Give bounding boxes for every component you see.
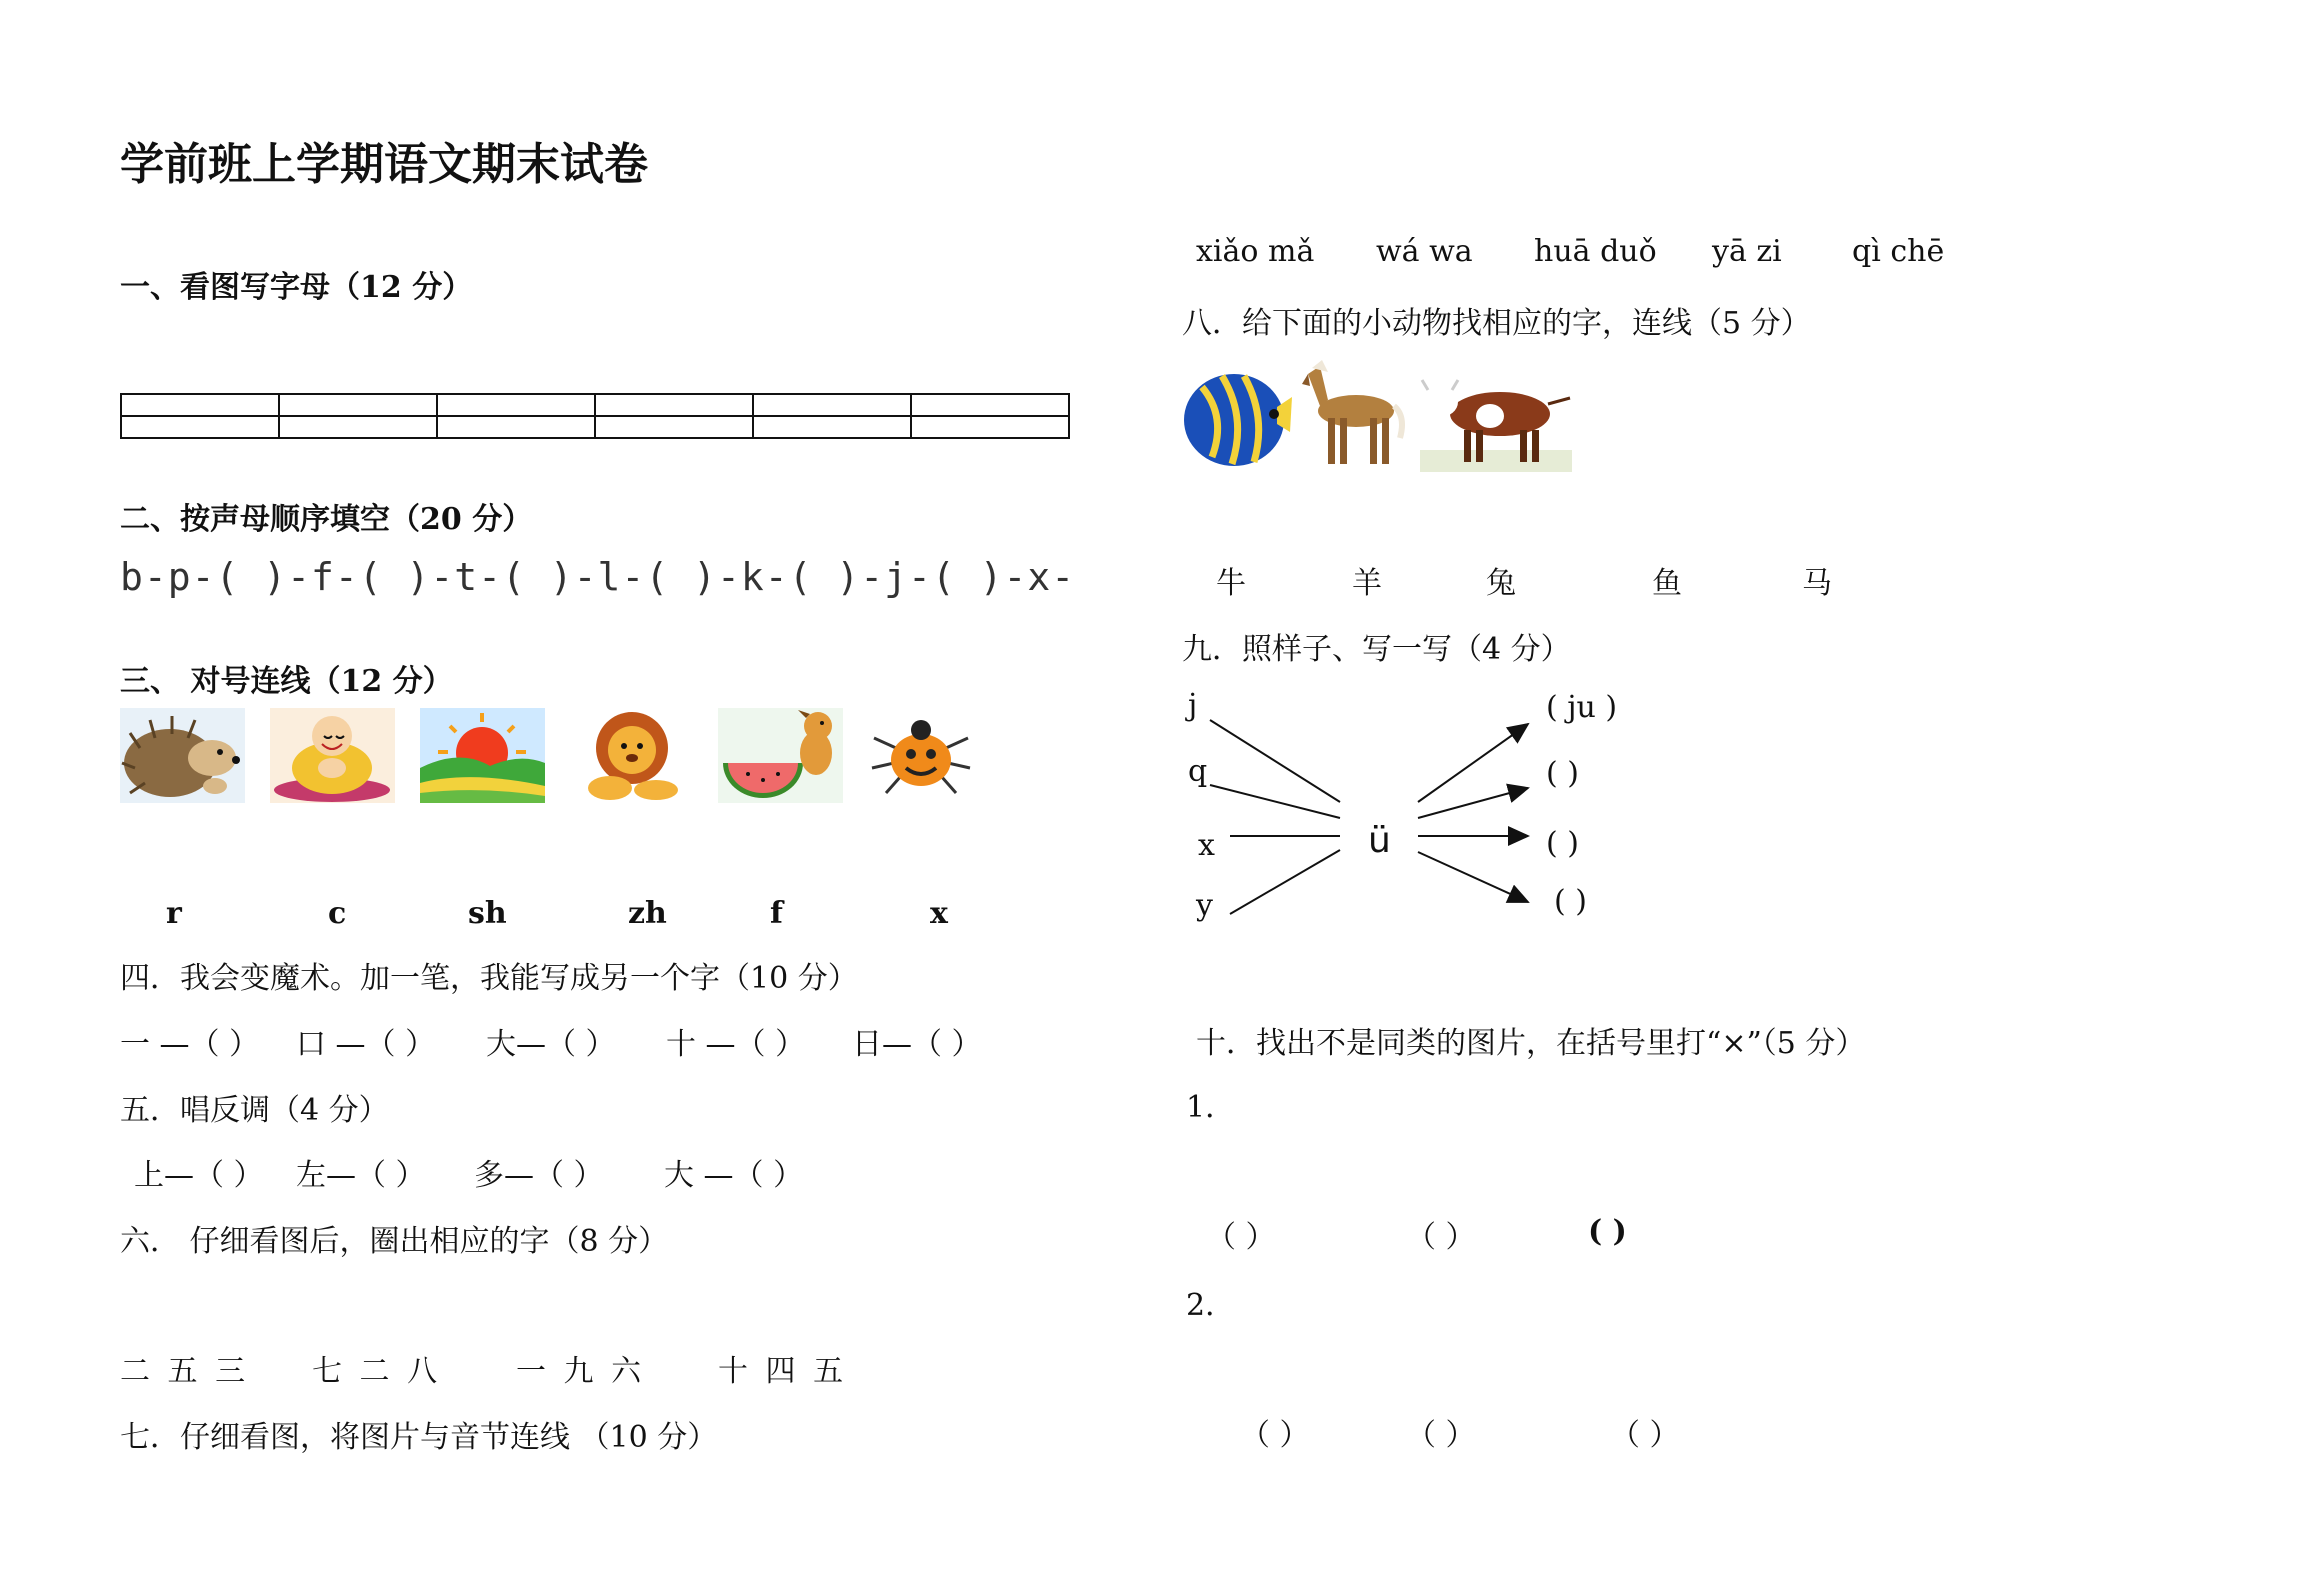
pinyin-qi-che: qì chē xyxy=(1852,234,1945,269)
initial-q: q xyxy=(1188,754,1208,789)
hedgehog-image xyxy=(120,708,245,803)
opposite-item-1: 上—（ ） xyxy=(134,1158,264,1193)
q2-blank-3: （ ） xyxy=(1610,1418,1680,1453)
section-7-heading: 七．仔细看图，将图片与音节连线 （10 分） xyxy=(120,1420,718,1455)
page-title: 学前班上学期语文期末试卷 xyxy=(120,139,648,190)
q1-blank-2: （ ） xyxy=(1406,1220,1476,1255)
section-2-heading: 二、按声母顺序填空（20 分） xyxy=(120,502,533,537)
ladybug-image xyxy=(866,708,976,803)
opposite-item-4: 大 —（ ） xyxy=(664,1158,804,1193)
section-5-heading: 五．唱反调（4 分） xyxy=(120,1093,389,1128)
answer-ju: ( ju ) xyxy=(1546,690,1618,725)
circle-group-3: 一 九 六 xyxy=(516,1354,642,1389)
buddha-image xyxy=(270,708,395,803)
pinyin-wa-wa: wá wa xyxy=(1376,234,1473,269)
q2-blank-2: （ ） xyxy=(1406,1418,1476,1453)
section-6-heading: 六． 仔细看图后，圈出相应的字（8 分） xyxy=(120,1224,669,1259)
initial-j: j xyxy=(1188,688,1198,723)
question-2-label: 2． xyxy=(1186,1288,1236,1323)
answer-blank-y: ( ) xyxy=(1554,884,1587,919)
sunrise-image xyxy=(420,708,545,803)
animal-char-tu: 兔 xyxy=(1486,566,1516,601)
pinyin-ya-zi: yā zi xyxy=(1712,234,1782,269)
dog-watermelon-image xyxy=(718,708,843,803)
magic-item-2: 口 —（ ） xyxy=(296,1027,436,1062)
q1-blank-3: ( ) xyxy=(1588,1214,1627,1249)
section-1-heading: 一、看图写字母（12 分） xyxy=(120,270,473,305)
section-9-heading: 九．照样子、写一写（4 分） xyxy=(1182,632,1571,667)
answer-blank-q: ( ) xyxy=(1546,756,1579,791)
fish-image xyxy=(1182,362,1292,472)
section-3-heading: 三、 对号连线（12 分） xyxy=(120,664,453,699)
match-letter-zh: zh xyxy=(628,896,667,931)
initials-sequence: b-p-( )-f-( )-t-( )-l-( )-k-( )-j-( )-x- xyxy=(120,555,1076,599)
match-letter-x: x xyxy=(930,896,948,931)
writing-grid xyxy=(120,393,1070,439)
horse-image xyxy=(1298,356,1408,471)
animal-char-yang: 羊 xyxy=(1352,566,1382,601)
circle-group-2: 七 二 八 xyxy=(312,1354,438,1389)
vowel-u-umlaut: ü xyxy=(1368,820,1391,861)
arrow-to-blank-y xyxy=(1418,852,1528,902)
cow-image xyxy=(1420,372,1572,472)
section-4-heading: 四．我会变魔术。加一笔，我能写成另一个字（10 分） xyxy=(120,961,858,996)
match-letter-c: c xyxy=(328,896,347,931)
animal-char-niu: 牛 xyxy=(1216,566,1246,601)
section-8-heading: 八．给下面的小动物找相应的字，连线（5 分） xyxy=(1182,306,1811,341)
spelling-lines-diagram xyxy=(1190,690,1550,930)
magic-item-4: 十 —（ ） xyxy=(666,1027,806,1062)
lion-image xyxy=(570,708,695,803)
match-letter-sh: sh xyxy=(468,896,507,931)
animal-char-yu: 鱼 xyxy=(1652,566,1682,601)
initial-y: y xyxy=(1196,888,1213,923)
q1-blank-1: （ ） xyxy=(1206,1220,1276,1255)
pinyin-xiao-ma: xiǎo mǎ xyxy=(1196,234,1315,269)
opposite-item-2: 左—（ ） xyxy=(296,1158,426,1193)
pinyin-hua-duo: huā duǒ xyxy=(1534,234,1657,269)
arrow-to-blank-q xyxy=(1418,788,1528,818)
q2-blank-1: （ ） xyxy=(1240,1418,1310,1453)
magic-item-1: 一 —（ ） xyxy=(120,1027,260,1062)
question-1-label: 1． xyxy=(1186,1090,1236,1125)
section-10-heading: 十．找出不是同类的图片，在括号里打“×”（5 分） xyxy=(1196,1026,1866,1061)
magic-item-3: 大—（ ） xyxy=(486,1027,616,1062)
arrow-to-ju xyxy=(1418,724,1528,802)
answer-blank-x: ( ) xyxy=(1546,826,1579,861)
circle-group-1: 二 五 三 xyxy=(120,1354,246,1389)
animal-char-ma: 马 xyxy=(1802,566,1832,601)
match-letter-r: r xyxy=(166,896,182,931)
circle-group-4: 十 四 五 xyxy=(718,1354,844,1389)
magic-item-5: 日—（ ） xyxy=(852,1027,982,1062)
opposite-item-3: 多—（ ） xyxy=(474,1158,604,1193)
match-letter-f: f xyxy=(770,896,783,931)
initial-x: x xyxy=(1198,828,1215,863)
line-y-to-u xyxy=(1230,850,1340,914)
